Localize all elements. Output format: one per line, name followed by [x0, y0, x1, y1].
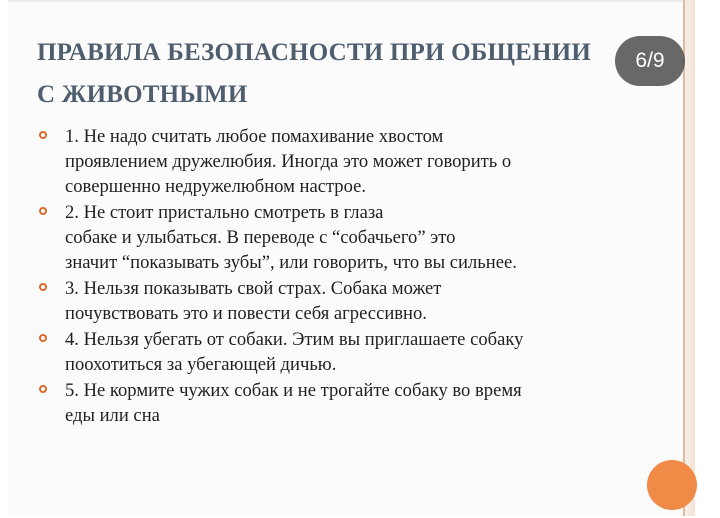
slide-title-line: С ЖИВОТНЫМИ: [37, 81, 248, 108]
bullet-circle-icon: [39, 207, 47, 215]
bullet-circle-icon: [39, 334, 47, 342]
bullet-circle-icon: [39, 283, 47, 291]
bullet-item: [37, 327, 682, 377]
bullet-text: [65, 378, 682, 428]
bullet-item: [37, 124, 682, 199]
bullet-text-line: проявлением дружелюбия. Иногда это может говорить о: [65, 151, 512, 172]
slide: [8, 0, 695, 516]
bullet-text-line: 5. Не кормите чужих собак и не трогайте собаку во время: [65, 380, 522, 401]
bullet-text-line: 4. Нельзя убегать от собаки. Этим вы приглашаете собаку: [65, 329, 524, 350]
bullet-text: [65, 200, 682, 275]
bullet-list: [37, 124, 682, 428]
bullet-text-line: 2. Не стоит пристально смотреть в глаза: [65, 202, 384, 223]
orange-circle-decoration: [647, 460, 697, 510]
bullet-text-line: почувствовать это и повести себя агрессивно.: [65, 303, 427, 324]
page-indicator-badge: 6/9: [615, 36, 685, 86]
slide-title-line: ПРАВИЛА БЕЗОПАСНОСТИ ПРИ ОБЩЕНИИ: [37, 39, 591, 66]
bullet-text-line: поохотиться за убегающей дичью.: [65, 354, 337, 375]
bullet-text-line: значит “показывать зубы”, или говорить, что вы сильнее.: [65, 252, 517, 273]
bullet-circle-icon: [39, 385, 47, 393]
bullet-text: [65, 124, 682, 199]
bullet-item: [37, 378, 682, 428]
bullet-text-line: совершенно недружелюбном настрое.: [65, 176, 367, 197]
slide-title: [37, 32, 677, 116]
bullet-text: [65, 276, 682, 326]
bullet-text-line: собаке и улыбаться. В переводе с “собачьего” это: [65, 227, 456, 248]
bullet-text-line: 3. Нельзя показывать свой страх. Собака может: [65, 278, 442, 299]
bullet-text-line: 1. Не надо считать любое помахивание хвостом: [65, 126, 444, 147]
bullet-text: [65, 327, 682, 377]
bullet-item: [37, 200, 682, 275]
bullet-circle-icon: [39, 131, 47, 139]
bullet-item: [37, 276, 682, 326]
bullet-text-line: еды или сна: [65, 405, 160, 426]
slide-top-border: [8, 0, 695, 2]
slide-right-edge-line: [683, 0, 685, 516]
